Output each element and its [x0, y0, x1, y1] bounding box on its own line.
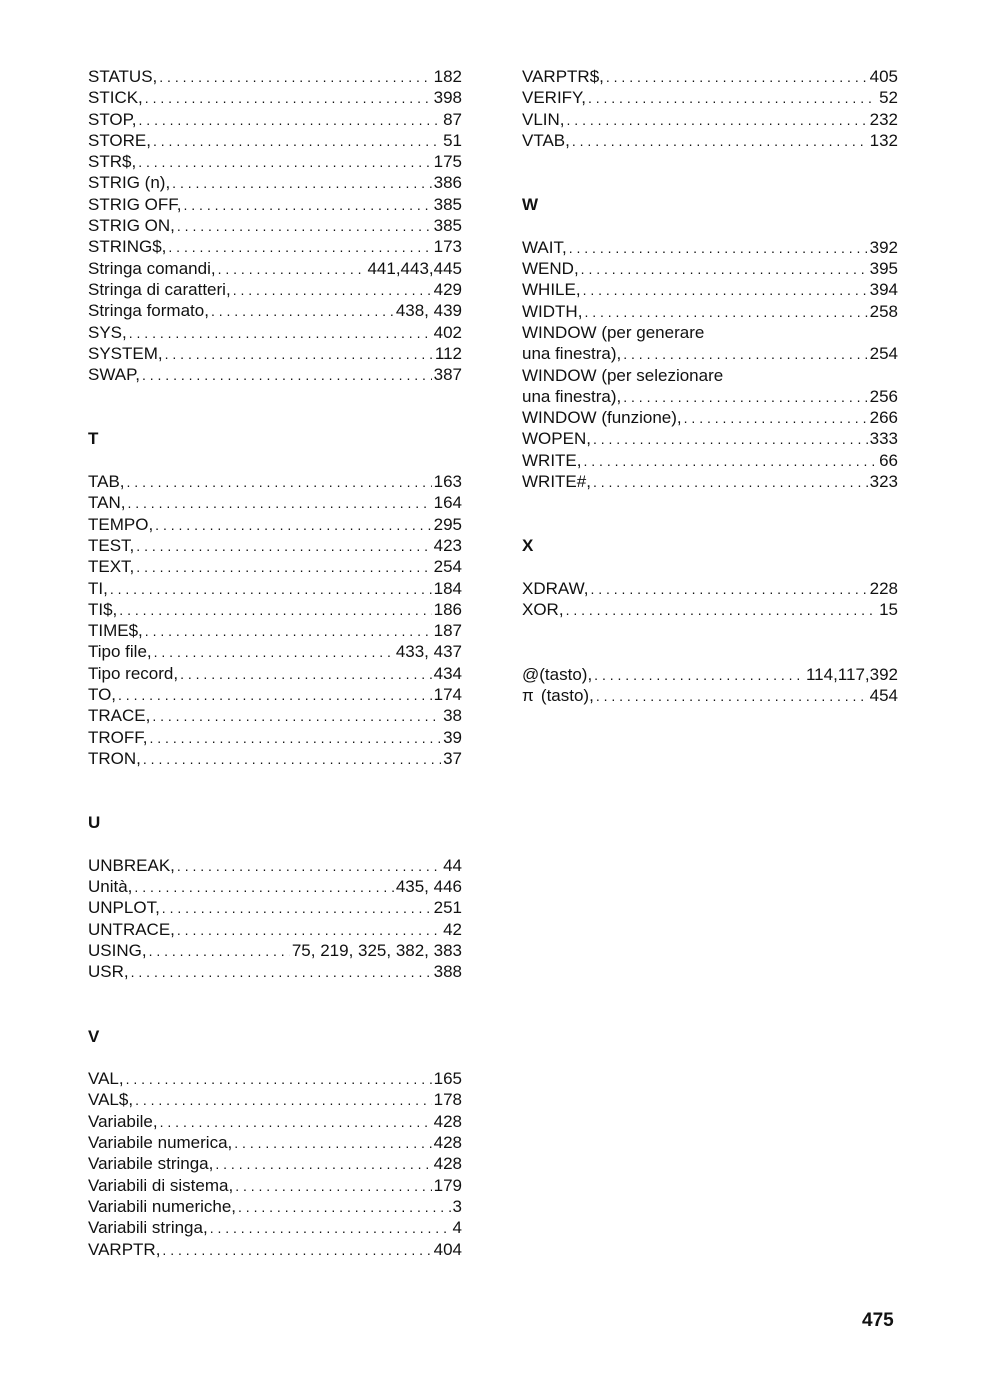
index-term: Tipo file,	[88, 642, 152, 662]
dot-leader	[593, 429, 868, 450]
index-term: UNTRACE,	[88, 919, 175, 939]
index-pages: 187	[433, 621, 462, 641]
dot-leader	[583, 280, 868, 301]
index-pages: 37	[443, 748, 462, 768]
index-term: VERIFY,	[522, 88, 586, 108]
index-term: TEXT,	[88, 557, 135, 577]
index-pages: 51	[443, 130, 462, 150]
dot-leader	[136, 536, 431, 557]
index-entry	[88, 876, 462, 897]
index-pages: 387	[433, 365, 462, 385]
index-term: TI,	[88, 578, 108, 598]
dot-leader	[177, 856, 441, 877]
index-pages: 44	[443, 855, 462, 875]
index-pages: 87	[443, 109, 462, 129]
index-entry	[88, 1132, 462, 1153]
index-entry	[88, 130, 462, 151]
index-entry	[88, 1175, 462, 1196]
index-entry	[88, 705, 462, 726]
index-pages: 266	[869, 408, 898, 428]
index-entry	[522, 664, 898, 685]
index-entry	[88, 897, 462, 918]
index-pages: 333	[869, 429, 898, 449]
index-term: STRIG (n),	[88, 173, 171, 193]
index-term: VLIN,	[522, 109, 565, 129]
index-entry	[88, 1089, 462, 1110]
index-pages: 3	[452, 1196, 462, 1216]
dot-leader	[168, 237, 431, 258]
index-entry	[522, 66, 898, 87]
index-term: STR$,	[88, 152, 137, 172]
index-term: WIDTH,	[522, 301, 583, 321]
index-term: Variabile numerica,	[88, 1133, 233, 1153]
index-entry	[522, 279, 898, 300]
index-entry	[522, 258, 898, 279]
index-term: STATUS,	[88, 67, 158, 86]
index-pages: 438, 439	[395, 301, 462, 321]
index-term: WINDOW (per generare	[522, 322, 705, 342]
index-pages: 251	[433, 898, 462, 918]
index-term: TROFF,	[88, 727, 148, 747]
index-entry	[88, 1153, 462, 1174]
index-entry	[88, 1196, 462, 1217]
dot-leader	[119, 600, 431, 621]
index-pages: 15	[879, 600, 898, 620]
index-term: una finestra),	[522, 386, 622, 406]
dot-leader	[126, 1069, 432, 1090]
index-entry	[522, 237, 898, 258]
index-entry	[88, 215, 462, 236]
index-pages: 254	[433, 557, 462, 577]
index-pages: 398	[433, 88, 462, 108]
section-heading-t: T	[88, 429, 99, 449]
dot-leader	[145, 621, 432, 642]
index-entry	[88, 151, 462, 172]
dot-leader	[135, 1090, 432, 1111]
index-term: TRON,	[88, 748, 141, 768]
index-pages: 232	[869, 109, 898, 129]
index-term: USING,	[88, 940, 147, 960]
index-entry	[88, 364, 462, 385]
index-entry	[88, 620, 462, 641]
index-term: TRACE,	[88, 706, 151, 726]
index-entry	[88, 492, 462, 513]
index-term: SWAP,	[88, 365, 140, 385]
index-pages: 394	[869, 280, 898, 300]
index-pages: 433, 437	[395, 642, 462, 662]
index-term: USR,	[88, 962, 129, 982]
index-term: una finestra),	[522, 344, 622, 364]
v-entries	[88, 1068, 462, 1260]
index-entry	[522, 578, 898, 599]
x-entries	[522, 578, 898, 621]
index-pages: 42	[443, 919, 462, 939]
index-pages: 163	[433, 472, 462, 492]
index-pages: 404	[433, 1239, 462, 1259]
index-pages: 38	[443, 706, 462, 726]
index-pages: 165	[433, 1069, 462, 1089]
index-entry	[522, 450, 898, 471]
dot-leader	[235, 1176, 431, 1197]
dot-leader	[152, 706, 441, 727]
left-column	[88, 66, 462, 1260]
index-entry	[88, 343, 462, 364]
v-entries-continued	[522, 66, 898, 151]
index-term: WRITE,	[522, 450, 582, 470]
index-pages: 392	[869, 237, 898, 257]
dot-leader	[215, 1154, 431, 1175]
index-term: Stringa comandi,	[88, 258, 216, 278]
dot-leader	[149, 941, 290, 962]
index-term: TO,	[88, 685, 117, 705]
index-entry	[88, 727, 462, 748]
index-entry	[88, 172, 462, 193]
index-term: Variabili numeriche,	[88, 1196, 237, 1216]
dot-leader	[590, 579, 867, 600]
index-term: Tipo record,	[88, 663, 179, 683]
index-pages: 395	[869, 259, 898, 279]
index-pages: 228	[869, 578, 898, 598]
section-heading-v: V	[88, 1026, 100, 1046]
index-pages: 184	[433, 578, 462, 598]
index-term: Variabile stringa,	[88, 1154, 214, 1174]
index-term: Variabili di sistema,	[88, 1175, 234, 1195]
index-entry	[88, 684, 462, 705]
dot-leader	[211, 301, 394, 322]
index-entry	[88, 471, 462, 492]
index-term: VAL,	[88, 1069, 124, 1089]
dot-leader	[623, 344, 867, 365]
index-pages: 385	[433, 216, 462, 236]
index-symbol: π	[522, 685, 534, 705]
index-term: UNBREAK,	[88, 855, 175, 875]
u-entries	[88, 855, 462, 983]
w-entries-b	[522, 407, 898, 492]
index-pages: 4	[452, 1218, 462, 1238]
t-entries	[88, 471, 462, 769]
index-pages: 174	[433, 685, 462, 705]
index-term: WHILE,	[522, 280, 581, 300]
index-entry	[88, 236, 462, 257]
index-pages: 173	[433, 237, 462, 257]
index-pages: 323	[869, 472, 898, 492]
dot-leader	[136, 557, 431, 578]
index-entry	[88, 940, 462, 961]
dot-leader	[588, 88, 877, 109]
index-entry	[88, 961, 462, 982]
index-pages: 178	[433, 1090, 462, 1110]
index-entry	[88, 258, 462, 279]
dot-leader	[153, 131, 441, 152]
index-term: STRING$,	[88, 237, 167, 257]
dot-leader	[593, 472, 868, 493]
index-term: (tasto),	[540, 685, 594, 705]
dot-leader	[139, 110, 442, 131]
index-term: WOPEN,	[522, 429, 591, 449]
index-term: VAL$,	[88, 1090, 134, 1110]
index-entry	[88, 109, 462, 130]
index-pages: 256	[869, 386, 898, 406]
dot-leader	[129, 323, 432, 344]
index-entry	[88, 1239, 462, 1260]
dot-leader	[567, 110, 868, 131]
index-entry-window-selezionare	[522, 386, 898, 407]
index-pages: 39	[443, 727, 462, 747]
index-entry	[88, 514, 462, 535]
index-term: Stringa di caratteri,	[88, 279, 231, 299]
dot-leader	[162, 1240, 431, 1261]
index-entry	[88, 87, 462, 108]
dot-leader	[218, 259, 366, 280]
index-entry	[88, 919, 462, 940]
index-term: Variabile,	[88, 1111, 158, 1131]
dot-leader	[159, 67, 431, 88]
dot-leader	[154, 642, 394, 663]
index-pages: 75, 219, 325, 382, 383	[291, 940, 462, 960]
index-term: WINDOW (per selezionare	[522, 365, 724, 385]
index-pages: 386	[433, 173, 462, 193]
dot-leader	[180, 664, 432, 685]
index-entry	[88, 322, 462, 343]
dot-leader	[127, 493, 431, 514]
index-pages: 254	[869, 344, 898, 364]
dot-leader	[177, 216, 432, 237]
index-pages: 114,117,392	[805, 664, 898, 684]
index-term: Variabili stringa,	[88, 1218, 208, 1238]
section-heading-u: U	[88, 813, 101, 833]
dot-leader	[581, 259, 868, 280]
index-entry	[88, 1111, 462, 1132]
index-term: XDRAW,	[522, 578, 589, 598]
index-pages: 428	[433, 1154, 462, 1174]
index-term: WRITE#,	[522, 472, 591, 492]
index-pages: 66	[879, 450, 898, 470]
dot-leader	[131, 962, 432, 983]
dot-leader	[162, 898, 432, 919]
dot-leader	[165, 344, 433, 365]
dot-leader	[138, 152, 431, 173]
index-term: UNPLOT,	[88, 898, 160, 918]
index-term: SYS,	[88, 322, 127, 342]
index-pages: 441,443,445	[367, 258, 462, 278]
symbol-entries	[522, 664, 898, 707]
index-entry	[522, 87, 898, 108]
index-pages: 435, 446	[395, 877, 462, 897]
dot-leader	[234, 1133, 431, 1154]
index-entry-window-generare	[522, 343, 898, 364]
index-term: VARPTR,	[88, 1239, 161, 1259]
index-pages: 52	[879, 88, 898, 108]
index-pages: 423	[433, 535, 462, 555]
index-entry	[88, 556, 462, 577]
dot-leader	[184, 195, 432, 216]
index-entry	[522, 301, 898, 322]
dot-leader	[606, 67, 868, 88]
index-term: STORE,	[88, 130, 151, 150]
index-term: XOR,	[522, 600, 564, 620]
dot-leader	[118, 685, 432, 706]
index-entry	[522, 471, 898, 492]
section-heading-x: X	[522, 536, 534, 556]
index-entry	[522, 407, 898, 428]
index-entry	[88, 535, 462, 556]
index-term: SYSTEM,	[88, 343, 163, 363]
index-term: Stringa formato,	[88, 301, 209, 321]
index-entry	[88, 194, 462, 215]
dot-leader	[238, 1197, 451, 1218]
dot-leader	[596, 686, 868, 707]
index-pages: 428	[433, 1111, 462, 1131]
index-term: (tasto),	[539, 664, 593, 684]
dot-leader	[145, 88, 432, 109]
dot-leader	[684, 408, 868, 429]
index-pages: 388	[433, 962, 462, 982]
dot-leader	[210, 1218, 451, 1239]
dot-leader	[569, 238, 868, 259]
index-entry	[88, 300, 462, 321]
index-term: TIME$,	[88, 621, 143, 641]
index-pages: 112	[434, 343, 462, 363]
right-column	[522, 66, 898, 706]
dot-leader	[155, 515, 431, 536]
index-pages: 186	[433, 599, 462, 619]
index-pages: 179	[433, 1175, 462, 1195]
index-entry	[88, 641, 462, 662]
index-pages: 429	[433, 279, 462, 299]
index-pages: 434	[433, 663, 462, 683]
index-entry	[88, 279, 462, 300]
index-pages: 164	[433, 493, 462, 513]
index-term: WAIT,	[522, 237, 567, 257]
index-entry	[88, 578, 462, 599]
index-pages: 258	[869, 301, 898, 321]
dot-leader	[172, 173, 431, 194]
index-term: Unità,	[88, 877, 133, 897]
dot-leader	[584, 451, 878, 472]
index-pages: 132	[869, 130, 898, 150]
dot-leader	[566, 600, 878, 621]
w-entries-a	[522, 237, 898, 322]
index-pages: 428	[433, 1133, 462, 1153]
index-pages: 182	[433, 67, 462, 86]
index-entry-window-generare-line1	[522, 322, 898, 343]
index-entry	[522, 130, 898, 151]
index-term: WINDOW (funzione),	[522, 408, 682, 428]
index-term: STRIG ON,	[88, 216, 175, 236]
page-number: 475	[862, 1310, 894, 1331]
dot-leader	[594, 665, 804, 686]
index-entry	[522, 428, 898, 449]
section-heading-w: W	[522, 195, 539, 215]
index-term: TEMPO,	[88, 514, 154, 534]
index-term: VARPTR$,	[522, 67, 604, 86]
index-entry	[88, 855, 462, 876]
index-term: TI$,	[88, 599, 118, 619]
dot-leader	[143, 749, 441, 770]
index-term: STOP,	[88, 109, 137, 129]
dot-leader	[233, 280, 432, 301]
index-pages: 405	[869, 67, 898, 86]
index-term: TEST,	[88, 535, 135, 555]
index-term: TAN,	[88, 493, 126, 513]
index-entry	[88, 1217, 462, 1238]
dot-leader	[177, 920, 441, 941]
s-entries	[88, 66, 462, 385]
index-entry	[88, 599, 462, 620]
index-term: TAB,	[88, 472, 125, 492]
index-term: STICK,	[88, 88, 143, 108]
index-pages: 385	[433, 194, 462, 214]
index-entry	[88, 66, 462, 87]
dot-leader	[150, 728, 442, 749]
index-pages: 295	[433, 514, 462, 534]
index-entry	[88, 1068, 462, 1089]
index-pages: 454	[869, 685, 898, 705]
index-pages: 175	[433, 152, 462, 172]
dot-leader	[160, 1112, 432, 1133]
dot-leader	[110, 579, 432, 600]
index-term: VTAB,	[522, 130, 570, 150]
index-entry-window-selezionare-line1	[522, 365, 898, 386]
index-term: STRIG OFF,	[88, 194, 182, 214]
index-entry	[88, 748, 462, 769]
dot-leader	[623, 387, 867, 408]
dot-leader	[134, 877, 393, 898]
dot-leader	[127, 472, 432, 493]
dot-leader	[142, 365, 432, 386]
index-entry	[522, 109, 898, 130]
index-entry	[88, 663, 462, 684]
index-entry	[522, 599, 898, 620]
dot-leader	[572, 131, 868, 152]
index-term: WEND,	[522, 259, 579, 279]
index-pages: 402	[433, 322, 462, 342]
dot-leader	[584, 302, 867, 323]
index-symbol: @	[522, 664, 540, 684]
index-entry	[522, 685, 898, 706]
